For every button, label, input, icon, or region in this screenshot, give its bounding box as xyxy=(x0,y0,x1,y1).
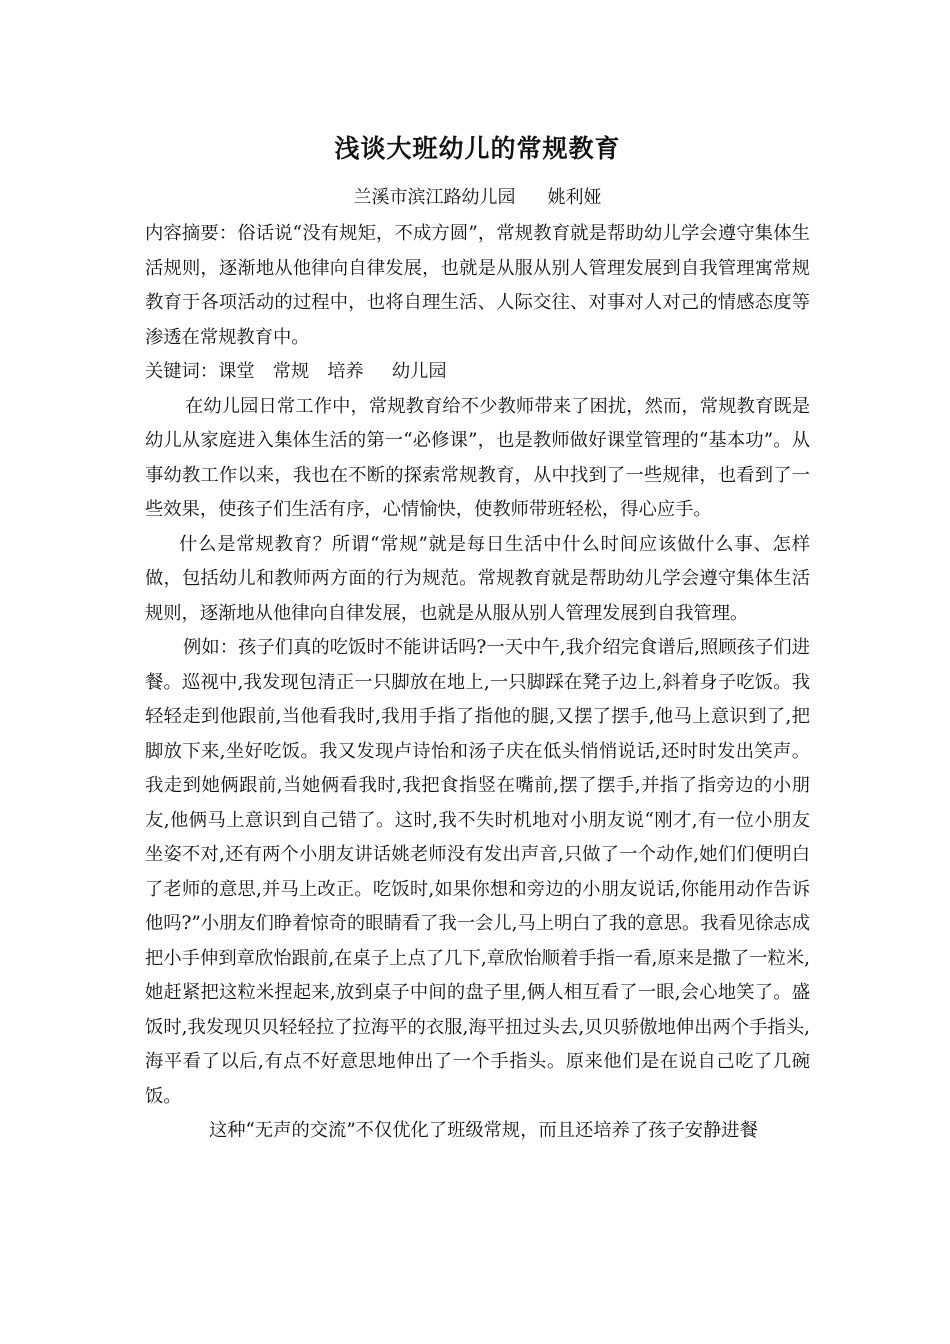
body-paragraph: 在幼儿园日常工作中，常规教育给不少教师带来了困扰，然而，常规教育既是幼儿从家庭进入集体生活的第一“必修课”，也是教师做好课堂管理的“基本功”。从事幼教工作以来，我也在不断的探索常规教育，从中找到了一些规律，也看到了一些效果，使孩子们生活有序，心情愉快，使教师带班轻松，得心应手。 xyxy=(145,395,810,520)
body-paragraph: 什么是常规教育？所谓“常规”就是每日生活中什么时间应该做什么事、怎样做，包括幼儿和教师两方面的行为规范。常规教育就是帮助幼儿学会遵守集体生活规则，逐渐地从他律向自律发展，也就是从服从别人管理发展到自我管理。 xyxy=(145,533,810,624)
document-body xyxy=(145,217,810,1149)
author-name: 姚利娅 xyxy=(547,187,602,208)
keyword: 课堂 xyxy=(218,361,255,382)
school-name: 兰溪市滨江路幼儿园 xyxy=(353,187,516,208)
keywords-line xyxy=(145,355,810,390)
keyword: 常规 xyxy=(272,361,310,382)
byline xyxy=(145,181,810,215)
document-title: 浅谈大班幼儿的常规教育 xyxy=(334,134,621,163)
abstract-paragraph: 内容摘要：俗话说“没有规矩，不成方圆”，常规教育就是帮助幼儿学会遵守集体生活规则，逐渐地从他律向自律发展，也就是从服从别人管理发展到自我管理寓常规教育于各项活动的过程中，也将自理生活、人际交往、对事对人对己的情感态度等渗透在常规教育中。 xyxy=(145,223,810,348)
body-paragraph: 例如：孩子们真的吃饭时不能讲话吗?一天中午,我介绍完食谱后,照顾孩子们进餐。巡视中,我发现包清正一只脚放在地上,一只脚踩在凳子边上,斜着身子吃饭。我轻轻走到他跟前,当他看我时,我用手指了指他的腿,又摆了摆手,他马上意识到了,把脚放下来,坐好吃饭。我又发现卢诗怡和汤子庆在低头悄悄说话,还时时发出笑声。我走到她俩跟前,当她俩看我时,我把食指竖在嘴前,摆了摆手,并指了指旁边的小朋友,他俩马上意识到自己错了。这时,我不失时机地对小朋友说“刚才,有一位小朋友坐姿不对,还有两个小朋友讲话姚老师没有发出声音,只做了一个动作,她们们便明白了老师的意思,并马上改正。吃饭时,如果你想和旁边的小朋友说话,你能用动作告诉他吗?”小朋友们睁着惊奇的眼睛看了我一会儿,马上明白了我的意思。我看见徐志成把小手伸到章欣怡跟前,在桌子上点了几下,章欣怡顺着手指一看,原来是撒了一粒米,她赶紧把这粒米捏起来,放到桌子中间的盘子里,俩人相互看了一眼,会心地笑了。盛饭时,我发现贝贝轻轻拉了拉海平的衣服,海平扭过头去,贝贝骄傲地伸出两个手指头,海平看了以后,有点不好意思地伸出了一个手指头。原来他们是在说自己吃了几碗饭。 xyxy=(145,637,810,1107)
keyword: 培养 xyxy=(327,361,364,382)
keywords-label: 关键词： xyxy=(145,361,219,382)
body-paragraph: 这种“无声的交流”不仅优化了班级常规，而且还培养了孩子安静进餐 xyxy=(209,1120,758,1141)
keyword: 幼儿园 xyxy=(391,361,447,382)
